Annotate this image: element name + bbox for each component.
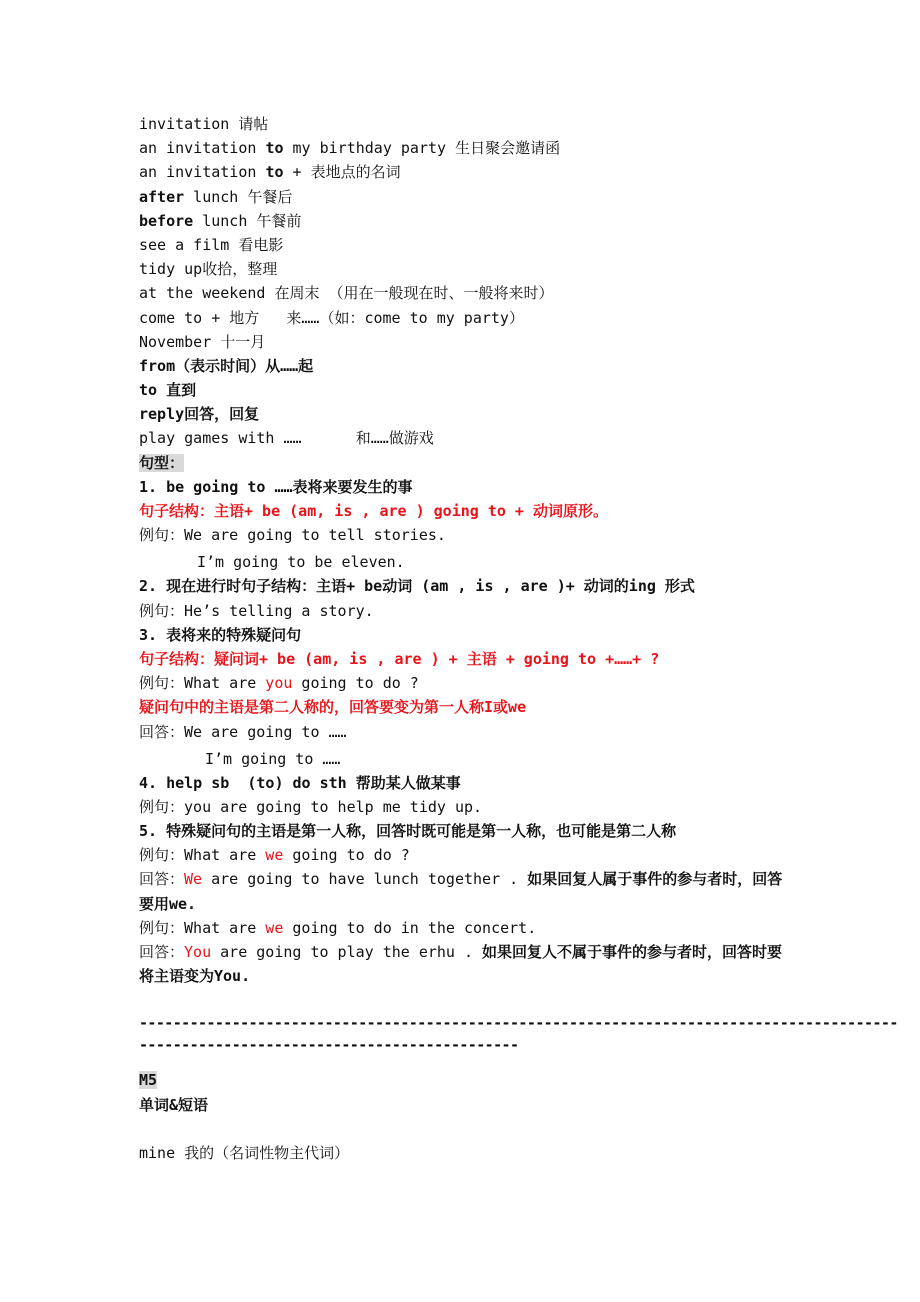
sentence-patterns-heading: 句型： (139, 453, 185, 472)
s1-example-2: I’m going to be eleven. (197, 553, 405, 572)
s5-answer-2: 回答：You are going to play the erhu . 如果回复人不属于事件的参与者时，回答时要将主语变为You. (139, 943, 783, 986)
vocab-invitation-to-place: an invitation to + 表地点的名词 (139, 163, 401, 182)
s2-example-1: 例句：He’s telling a story. (139, 601, 374, 620)
s5-title: 5. 特殊疑问句的主语是第一人称，回答时既可能是第一人称，也可能是第二人称 (139, 822, 677, 841)
s3-answer-2: I’m going to …… (205, 749, 341, 768)
separator-line-2: --------------------------------------------- (139, 1036, 519, 1055)
vocab-to: to 直到 (139, 381, 197, 400)
vocab-tidy-up: tidy up收拾，整理 (139, 260, 278, 279)
document-body (139, 112, 898, 1165)
s5-example-2: 例句：What are we going to do in the concert. (139, 918, 537, 937)
s3-example-1: 例句：What are you going to do ? (139, 674, 419, 693)
m5-code: M5 (139, 1071, 158, 1090)
m5-item-mine: mine 我的（名词性物主代词） (139, 1143, 350, 1162)
m5-heading: 单词&短语 (139, 1095, 209, 1114)
s3-answer-1: 回答：We are going to …… (139, 722, 347, 741)
vocab-before-lunch: before lunch 午餐前 (139, 211, 302, 230)
s5-example-1: 例句：What are we going to do ? (139, 846, 410, 865)
s4-title: 4. help sb (to) do sth 帮助某人做某事 (139, 773, 461, 792)
vocab-after-lunch: after lunch 午餐后 (139, 187, 293, 206)
s2-title: 2. 现在进行时句子结构：主语+ be动词 (am , is , are )+ 动词的ing 形式 (139, 577, 695, 596)
s5-answer-1: 回答：We are going to have lunch together . 如果回复人属于事件的参与者时，回答要用we. (139, 870, 783, 913)
separator-line-1: ------------------------------------------------------------------------------------------ (139, 1014, 898, 1033)
spacer (139, 1056, 789, 1068)
vocab-from: from（表示时间）从……起 (139, 356, 314, 375)
s3-note: 疑问句中的主语是第二人称的，回答要变为第一人称I或we (139, 698, 527, 717)
vocab-play-games-with: play games with …… 和……做游戏 (139, 429, 434, 448)
vocab-november: November 十一月 (139, 332, 266, 351)
s1-title: 1. be going to ……表将来要发生的事 (139, 477, 413, 496)
vocab-invitation-to-party: an invitation to my birthday party 生日聚会邀请函 (139, 139, 561, 158)
s3-structure: 句子结构：疑问词+ be (am, is , are ) + 主语 + going to +……+ ? (139, 649, 660, 668)
s4-example-1: 例句：you are going to help me tidy up. (139, 797, 483, 816)
s3-title: 3. 表将来的特殊疑问句 (139, 625, 302, 644)
spacer (139, 1117, 789, 1141)
s1-example-1: 例句：We are going to tell stories. (139, 526, 446, 545)
s1-structure: 句子结构：主语+ be (am, is , are ) going to + 动词原形。 (139, 502, 608, 520)
vocab-at-the-weekend: at the weekend 在周末 （用在一般现在时、一般将来时） (139, 284, 554, 303)
vocab-reply: reply回答，回复 (139, 405, 260, 424)
vocab-invitation: invitation 请帖 (139, 115, 269, 133)
vocab-see-a-film: see a film 看电影 (139, 235, 284, 254)
vocab-come-to: come to + 地方 来……（如：come to my party） (139, 308, 524, 327)
spacer (139, 988, 789, 1012)
